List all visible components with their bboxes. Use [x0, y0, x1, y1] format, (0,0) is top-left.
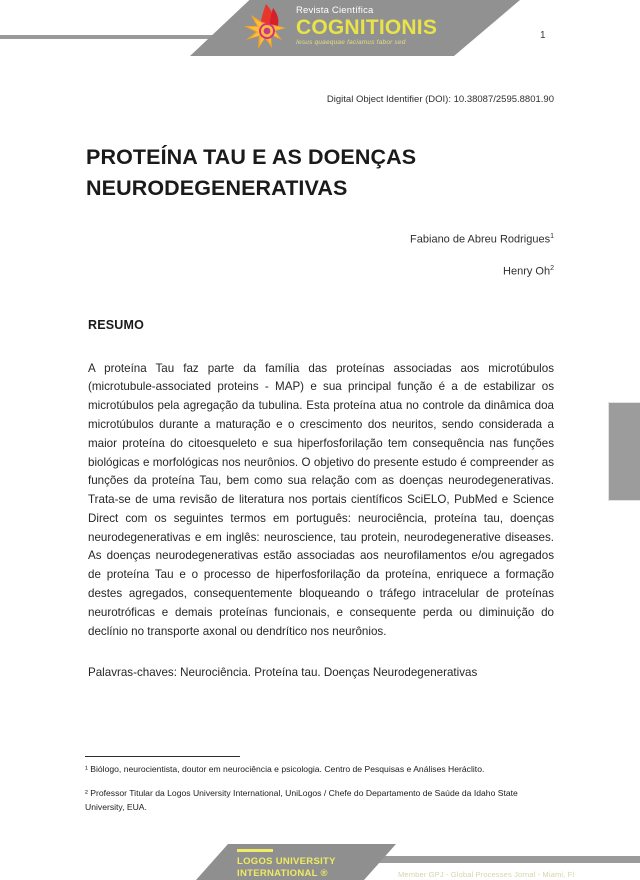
journal-logo-text: [296, 6, 456, 46]
author-entry: [86, 233, 554, 246]
footnote-list: [85, 763, 555, 814]
page-title: PROTEÍNA TAU E AS DOENÇAS NEURODEGENERATIVAS: [86, 145, 417, 200]
author-name: Henry Oh: [503, 265, 551, 278]
page-number: 1: [540, 30, 546, 41]
page-footer: [0, 844, 640, 880]
footer-logo-text: [237, 856, 336, 880]
footer-logo-line-1: LOGOS UNIVERSITY: [237, 856, 336, 867]
side-gray-block: [608, 402, 640, 501]
journal-subtitle: Revista Científica: [296, 5, 374, 16]
keywords-line: Palavras-chaves: Neurociência. Proteína tau. Doenças Neurodegenerativas: [88, 665, 478, 679]
abstract-text: A proteína Tau faz parte da família das proteínas associadas aos microtúbulos (microtubule-associated proteins - MAP) e sua principal função é a de estabilizar os microtúbulos pela agregação da tubulina. Esta proteína atua no controle da dinâmica doa microtúbulos durante a maturação e o crescimento dos neuritos, sendo considerada a maior proteína do citoesqueleto e sua hiperfosforilação tem consequência nas funções biológicas e morfológicas nos neurônios. O objetivo do presente estudo é compreender as funções da proteína Tau, bem como sua relação com as doenças neurodegenerativas. Trata-se de uma revisão de literatura nos portais científicos SciELO, PubMed e Science Direct com os seguintes termos em português: neurociência, proteína tau, doenças neurodegenerativas e em inglês: neuroscience, tau protein, neurodegenerative diseases. As doenças neurodegenerativas estão associadas aos neurofilamentos e/ou agregados de proteína Tau e o processo de hiperfosforilação da proteína, enriquece a formação destes agregados, consequentemente bloqueando o tráfego intracelular de proteínas neurotróficas e demais proteínas funcionais, e consequente perda ou diminuição do declínio no transporte axonal ou dendrítico nos neurônios.: [88, 361, 554, 638]
footnote-item: ² Professor Titular da Logos University International, UniLogos / Chefe do Departamento de Saúde da Idaho State University, EUA.: [85, 788, 518, 812]
abstract-heading: RESUMO: [88, 318, 145, 332]
footnote-separator: [85, 756, 240, 757]
doi-line: Digital Object Identifier (DOI): 10.38087/2595.8801.90: [326, 94, 554, 105]
author-footnote-marker: 1: [550, 233, 554, 240]
header-rule: [0, 35, 228, 39]
footer-logo-line-2: INTERNATIONAL ®: [237, 867, 328, 879]
author-footnote-marker: 2: [550, 264, 554, 272]
journal-motto: Iesus quaequae faciamus fabor sed: [296, 38, 406, 46]
flame-sun-logo-icon: [240, 2, 296, 54]
page-header: [0, 0, 640, 62]
footnote-item: ¹ Biólogo, neurocientista, doutor em neurociência e psicologia. Centro de Pesquisas e Análises Heráclito.: [85, 764, 485, 774]
author-entry: [86, 265, 554, 278]
footer-membership-text: Member GPJ - Global Processes Jornal - Miami, Fl: [398, 870, 575, 879]
journal-name: COGNITIONIS: [296, 15, 438, 39]
author-list: [86, 233, 554, 277]
footer-accent-bar: [237, 849, 273, 852]
author-name: Fabiano de Abreu Rodrigues: [410, 233, 551, 246]
